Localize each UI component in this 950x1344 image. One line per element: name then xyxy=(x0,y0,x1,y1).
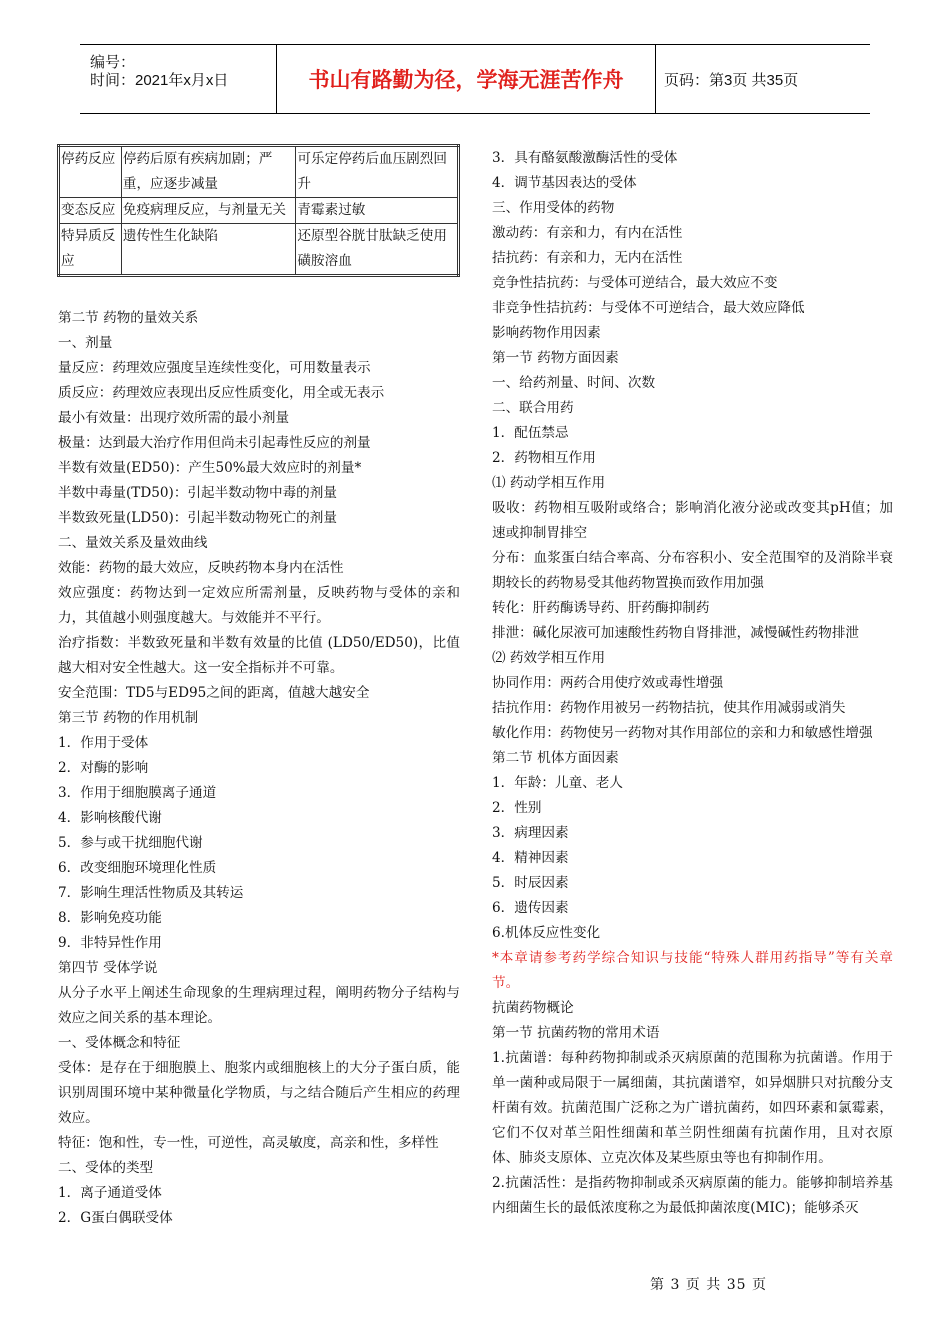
text-line: 一、受体概念和特征 xyxy=(58,1035,181,1051)
text-line: 二、联合用药 xyxy=(492,400,574,416)
text-line: 6．遗传因素 xyxy=(492,900,569,916)
text-line: 第四节 受体学说 xyxy=(58,960,158,976)
left-column xyxy=(58,306,460,1231)
table-cell: 可乐定停药后血压剧烈回升 xyxy=(296,146,459,198)
text-line: 4．调节基因表达的受体 xyxy=(492,175,637,191)
header-page-label: 页码：第3页 共35页 xyxy=(664,71,799,89)
text-paragraph: 1.抗菌谱：每种药物抑制或杀灭病原菌的范围称为抗菌谱。作用于单一菌种或局限于一属细菌，其抗菌谱窄，如异烟肼只对抗酸分支杆菌有效。抗菌范围广泛称之为广谱抗菌药，如四环素和氯霉素，它们不仅对革兰阳性细菌和革兰阴性细菌有抗菌作用，且对衣原体、肺炎支原体、立克次体及某些原虫等也有抑制作用。 xyxy=(492,1050,893,1166)
table-cell: 停药后原有疾病加剧；严重，应逐步减量 xyxy=(121,146,296,198)
text-line: 安全范围：TD5与ED95之间的距离，值越大越安全 xyxy=(58,685,370,701)
text-paragraph: 效应强度：药物达到一定效应所需剂量，反映药物与受体的亲和力，其值越小则强度越大。与效能并不平行。 xyxy=(58,585,460,626)
table-row xyxy=(59,198,459,224)
text-line: 1．配伍禁忌 xyxy=(492,425,569,441)
text-line: 第二节 机体方面因素 xyxy=(492,750,619,766)
text-line: 激动药：有亲和力，有内在活性 xyxy=(492,225,683,241)
text-line: 2．性别 xyxy=(492,800,542,816)
text-line: 第一节 抗菌药物的常用术语 xyxy=(492,1025,660,1041)
header-meta xyxy=(80,45,277,113)
text-paragraph: 从分子水平上阐述生命现象的生理病理过程，阐明药物分子结构与效应之间关系的基本理论。 xyxy=(58,985,460,1026)
text-line: 2．对酶的影响 xyxy=(58,760,149,776)
table-cell: 停药反应 xyxy=(59,146,122,198)
text-line: 一、剂量 xyxy=(58,335,113,351)
text-line: 协同作用：两药合用使疗效或毒性增强 xyxy=(492,675,724,691)
table-cell: 特异质反应 xyxy=(59,224,122,276)
adverse-reaction-table xyxy=(57,144,460,277)
text-line: 拮抗药：有亲和力，无内在活性 xyxy=(492,250,683,266)
text-line: 拮抗作用：药物作用被另一药物拮抗，使其作用减弱或消失 xyxy=(492,700,846,716)
text-line: 半数致死量(LD50)：引起半数动物死亡的剂量 xyxy=(58,510,337,526)
text-line: 2．G蛋白偶联受体 xyxy=(58,1210,173,1226)
text-line: 1．作用于受体 xyxy=(58,735,149,751)
text-line: 3．作用于细胞膜离子通道 xyxy=(58,785,217,801)
text-line: 效能：药物的最大效应，反映药物本身内在活性 xyxy=(58,560,344,576)
text-line: 2．药物相互作用 xyxy=(492,450,596,466)
text-line: 竞争性拮抗药：与受体可逆结合，最大效应不变 xyxy=(492,275,778,291)
right-column xyxy=(492,146,893,1221)
text-line: 转化：肝药酶诱导药、肝药酶抑制药 xyxy=(492,600,710,616)
text-line: 6．改变细胞环境理化性质 xyxy=(58,860,217,876)
text-line: 3．具有酪氨酸激酶活性的受体 xyxy=(492,150,678,166)
text-line: 第三节 药物的作用机制 xyxy=(58,710,199,726)
table-cell: 青霉素过敏 xyxy=(296,198,459,224)
text-line: 1．离子通道受体 xyxy=(58,1185,162,1201)
text-line: 半数中毒量(TD50)：引起半数动物中毒的剂量 xyxy=(58,485,337,501)
text-line: 二、受体的类型 xyxy=(58,1160,154,1176)
table-cell: 免疫病理反应，与剂量无关 xyxy=(121,198,296,224)
text-line: 4．精神因素 xyxy=(492,850,569,866)
text-line: 量反应：药理效应强度呈连续性变化，可用数量表示 xyxy=(58,360,371,376)
text-line: 极量：达到最大治疗作用但尚未引起毒性反应的剂量 xyxy=(58,435,371,451)
text-paragraph: 特征：饱和性，专一性，可逆性，高灵敏度，高亲和性，多样性 xyxy=(58,1135,439,1151)
red-note: *本章请参考药学综合知识与技能“特殊人群用药指导”等有关章节。 xyxy=(492,950,893,991)
text-line: 三、作用受体的药物 xyxy=(492,200,615,216)
text-line: 抗菌药物概论 xyxy=(492,1000,574,1016)
text-line: 第二节 药物的量效关系 xyxy=(58,310,199,326)
table-row xyxy=(59,224,459,276)
page-footer: 第 3 页 共 35 页 xyxy=(650,1277,767,1293)
text-line: 排泄：碱化尿液可加速酸性药物自肾排泄，减慢碱性药物排泄 xyxy=(492,625,860,641)
text-line: 二、量效关系及量效曲线 xyxy=(58,535,208,551)
text-paragraph: 受体：是存在于细胞膜上、胞浆内或细胞核上的大分子蛋白质，能识别周围环境中某种微量化学物质，与之结合随后产生相应的药理效应。 xyxy=(58,1060,460,1126)
text-line: 一、给药剂量、时间、次数 xyxy=(492,375,656,391)
table-row xyxy=(59,146,459,198)
text-line: 9．非特异性作用 xyxy=(58,935,162,951)
text-paragraph: 吸收：药物相互吸附或络合；影响消化液分泌或改变其pH值；加速或抑制胃排空 xyxy=(492,500,893,541)
text-paragraph: 2.抗菌活性：是指药物抑制或杀灭病原菌的能力。能够抑制培养基内细菌生长的最低浓度称之为最低抑菌浓度(MIC)；能够杀灭 xyxy=(492,1175,893,1216)
text-paragraph: 治疗指数：半数致死量和半数有效量的比值 (LD50/ED50)，比值越大相对安全性越大。这一安全指标并不可靠。 xyxy=(58,635,460,676)
number-label: 编号： xyxy=(90,54,136,71)
text-paragraph: 敏化作用：药物使另一药物对其作用部位的亲和力和敏感性增强 xyxy=(492,725,873,741)
text-line: 7．影响生理活性物质及其转运 xyxy=(58,885,244,901)
text-line: ⑴ 药动学相互作用 xyxy=(492,475,606,491)
table-cell: 遗传性生化缺陷 xyxy=(121,224,296,276)
text-paragraph: 分布：血浆蛋白结合率高、分布容积小、安全范围窄的及消除半衰期较长的药物易受其他药物置换而致作用加强 xyxy=(492,550,893,591)
header-motto: 书山有路勤为径，学海无涯苦作舟 xyxy=(277,45,656,113)
date-line: 时间：2021年x月x日 xyxy=(90,72,229,89)
text-line: 3．病理因素 xyxy=(492,825,569,841)
text-line: 4．影响核酸代谢 xyxy=(58,810,162,826)
text-line: ⑵ 药效学相互作用 xyxy=(492,650,606,666)
text-line: 5．参与或干扰细胞代谢 xyxy=(58,835,203,851)
text-line: 非竞争性拮抗药：与受体不可逆结合，最大效应降低 xyxy=(492,300,805,316)
table-cell: 还原型谷胱甘肽缺乏使用磺胺溶血 xyxy=(296,224,459,276)
text-line: 1．年龄：儿童、老人 xyxy=(492,775,623,791)
text-line: 影响药物作用因素 xyxy=(492,325,601,341)
table-cell: 变态反应 xyxy=(59,198,122,224)
text-line: 5．时辰因素 xyxy=(492,875,569,891)
text-line: 最小有效量：出现疗效所需的最小剂量 xyxy=(58,410,290,426)
text-line: 半数有效量(ED50)：产生50%最大效应时的剂量* xyxy=(58,460,362,476)
page-header xyxy=(80,44,870,114)
text-line: 8．影响免疫功能 xyxy=(58,910,162,926)
text-line: 6.机体反应性变化 xyxy=(492,925,601,941)
text-line: 质反应：药理效应表现出反应性质变化，用全或无表示 xyxy=(58,385,385,401)
text-line: 第一节 药物方面因素 xyxy=(492,350,619,366)
